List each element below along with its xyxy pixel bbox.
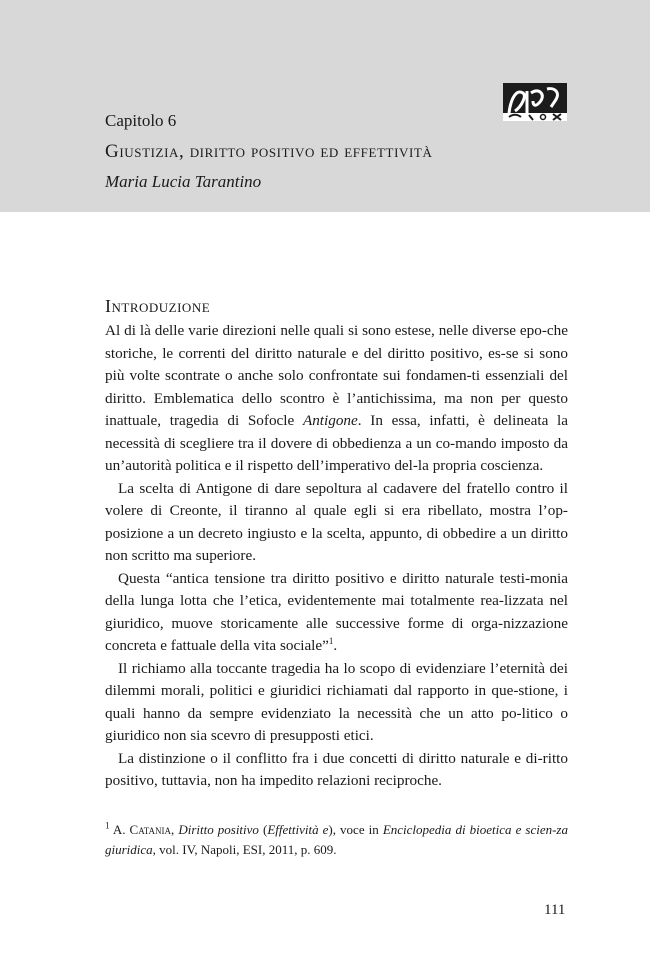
section-heading: Introduzione	[105, 296, 211, 316]
chapter-author: Maria Lucia Tarantino	[105, 172, 262, 191]
paragraph-1-text-b: . In essa, infatti, è delineata la necessità di scegliere tra il dovere di obbedienza a un co-mando imposto da un’autorità politica e il rispetto dell’imperativo del-la propria coscienza.	[105, 412, 568, 474]
publisher-logo-icon	[503, 83, 567, 121]
paragraph-4: Il richiamo alla toccante tragedia ha lo scopo di evidenziare l’eternità dei dilemmi morali, politici e giuridici richiamati dal rapporto in que-stione, i quali hanno da sempre evidenziato la necessità che un atto po-litico o giuridico non sia scevro di presupposti etici.	[105, 659, 568, 744]
footnote-paren-close: ), voce in	[328, 822, 383, 837]
footnote-entry-subtitle: Effettività e	[267, 822, 329, 837]
footnote-entry-title: Diritto positivo	[178, 822, 259, 837]
footnote	[105, 820, 568, 860]
paragraph-3-end: .	[333, 637, 338, 654]
footnote-separator: ,	[171, 822, 179, 837]
paragraph-3	[105, 568, 568, 658]
paragraph-3-text: Questa “antica tensione tra diritto positivo e diritto naturale testi-monia della lunga lotta che l’etica, evidentemente mai totalmente rea-lizzata nel giuridico, muove storicamente alle successive forme di orga-nizzazione concreta e fattuale della vita sociale”	[105, 569, 568, 654]
footnote-paren-open: (	[258, 822, 268, 837]
paragraph-5: La distinzione o il conflitto fra i due concetti di diritto naturale e di-ritto positivo, tuttavia, non ha impedito relazioni reciproche.	[105, 749, 568, 789]
antigone-title: Antigone	[302, 412, 358, 429]
chapter-label: Capitolo 6	[105, 111, 177, 130]
footnote-work-title: Enciclopedia di bioetica e scien-za giuridica	[105, 822, 568, 857]
page-number: 111	[544, 902, 566, 918]
footnote-reference: 1	[328, 635, 334, 646]
footnote-author-initial: A.	[112, 822, 130, 837]
footnote-citation-rest: , vol. IV, Napoli, ESI, 2011, p. 609.	[152, 842, 337, 857]
paragraph-1-text-a: Al di là delle varie direzioni nelle quali si sono estese, nelle diverse epo-che storiche, le correnti del diritto naturale e del diritto positivo, es-se si sono più volte scontrate o anche solo confrontate sui fondamen-ti essenziali del diritto. Emblematica dello scontro è l’antichissima, ma non per questo inattuale, tragedia di Sofocle	[105, 322, 568, 429]
paragraph-2: La scelta di Antigone di dare sepoltura al cadavere del fratello contro il volere di Creonte, il tiranno al quale egli si era ribellato, mostra l’op-posizione a un decreto ingiusto e la scelta, appunto, di obbedire a un diritto non scritto ma superiore.	[105, 479, 568, 564]
footnote-mark: 1	[105, 820, 110, 831]
footnote-author-surname: Catania	[129, 822, 171, 837]
chapter-title: Giustizia, diritto positivo ed effettività	[105, 141, 433, 162]
body-text	[105, 320, 568, 793]
paragraph-1	[105, 320, 568, 478]
